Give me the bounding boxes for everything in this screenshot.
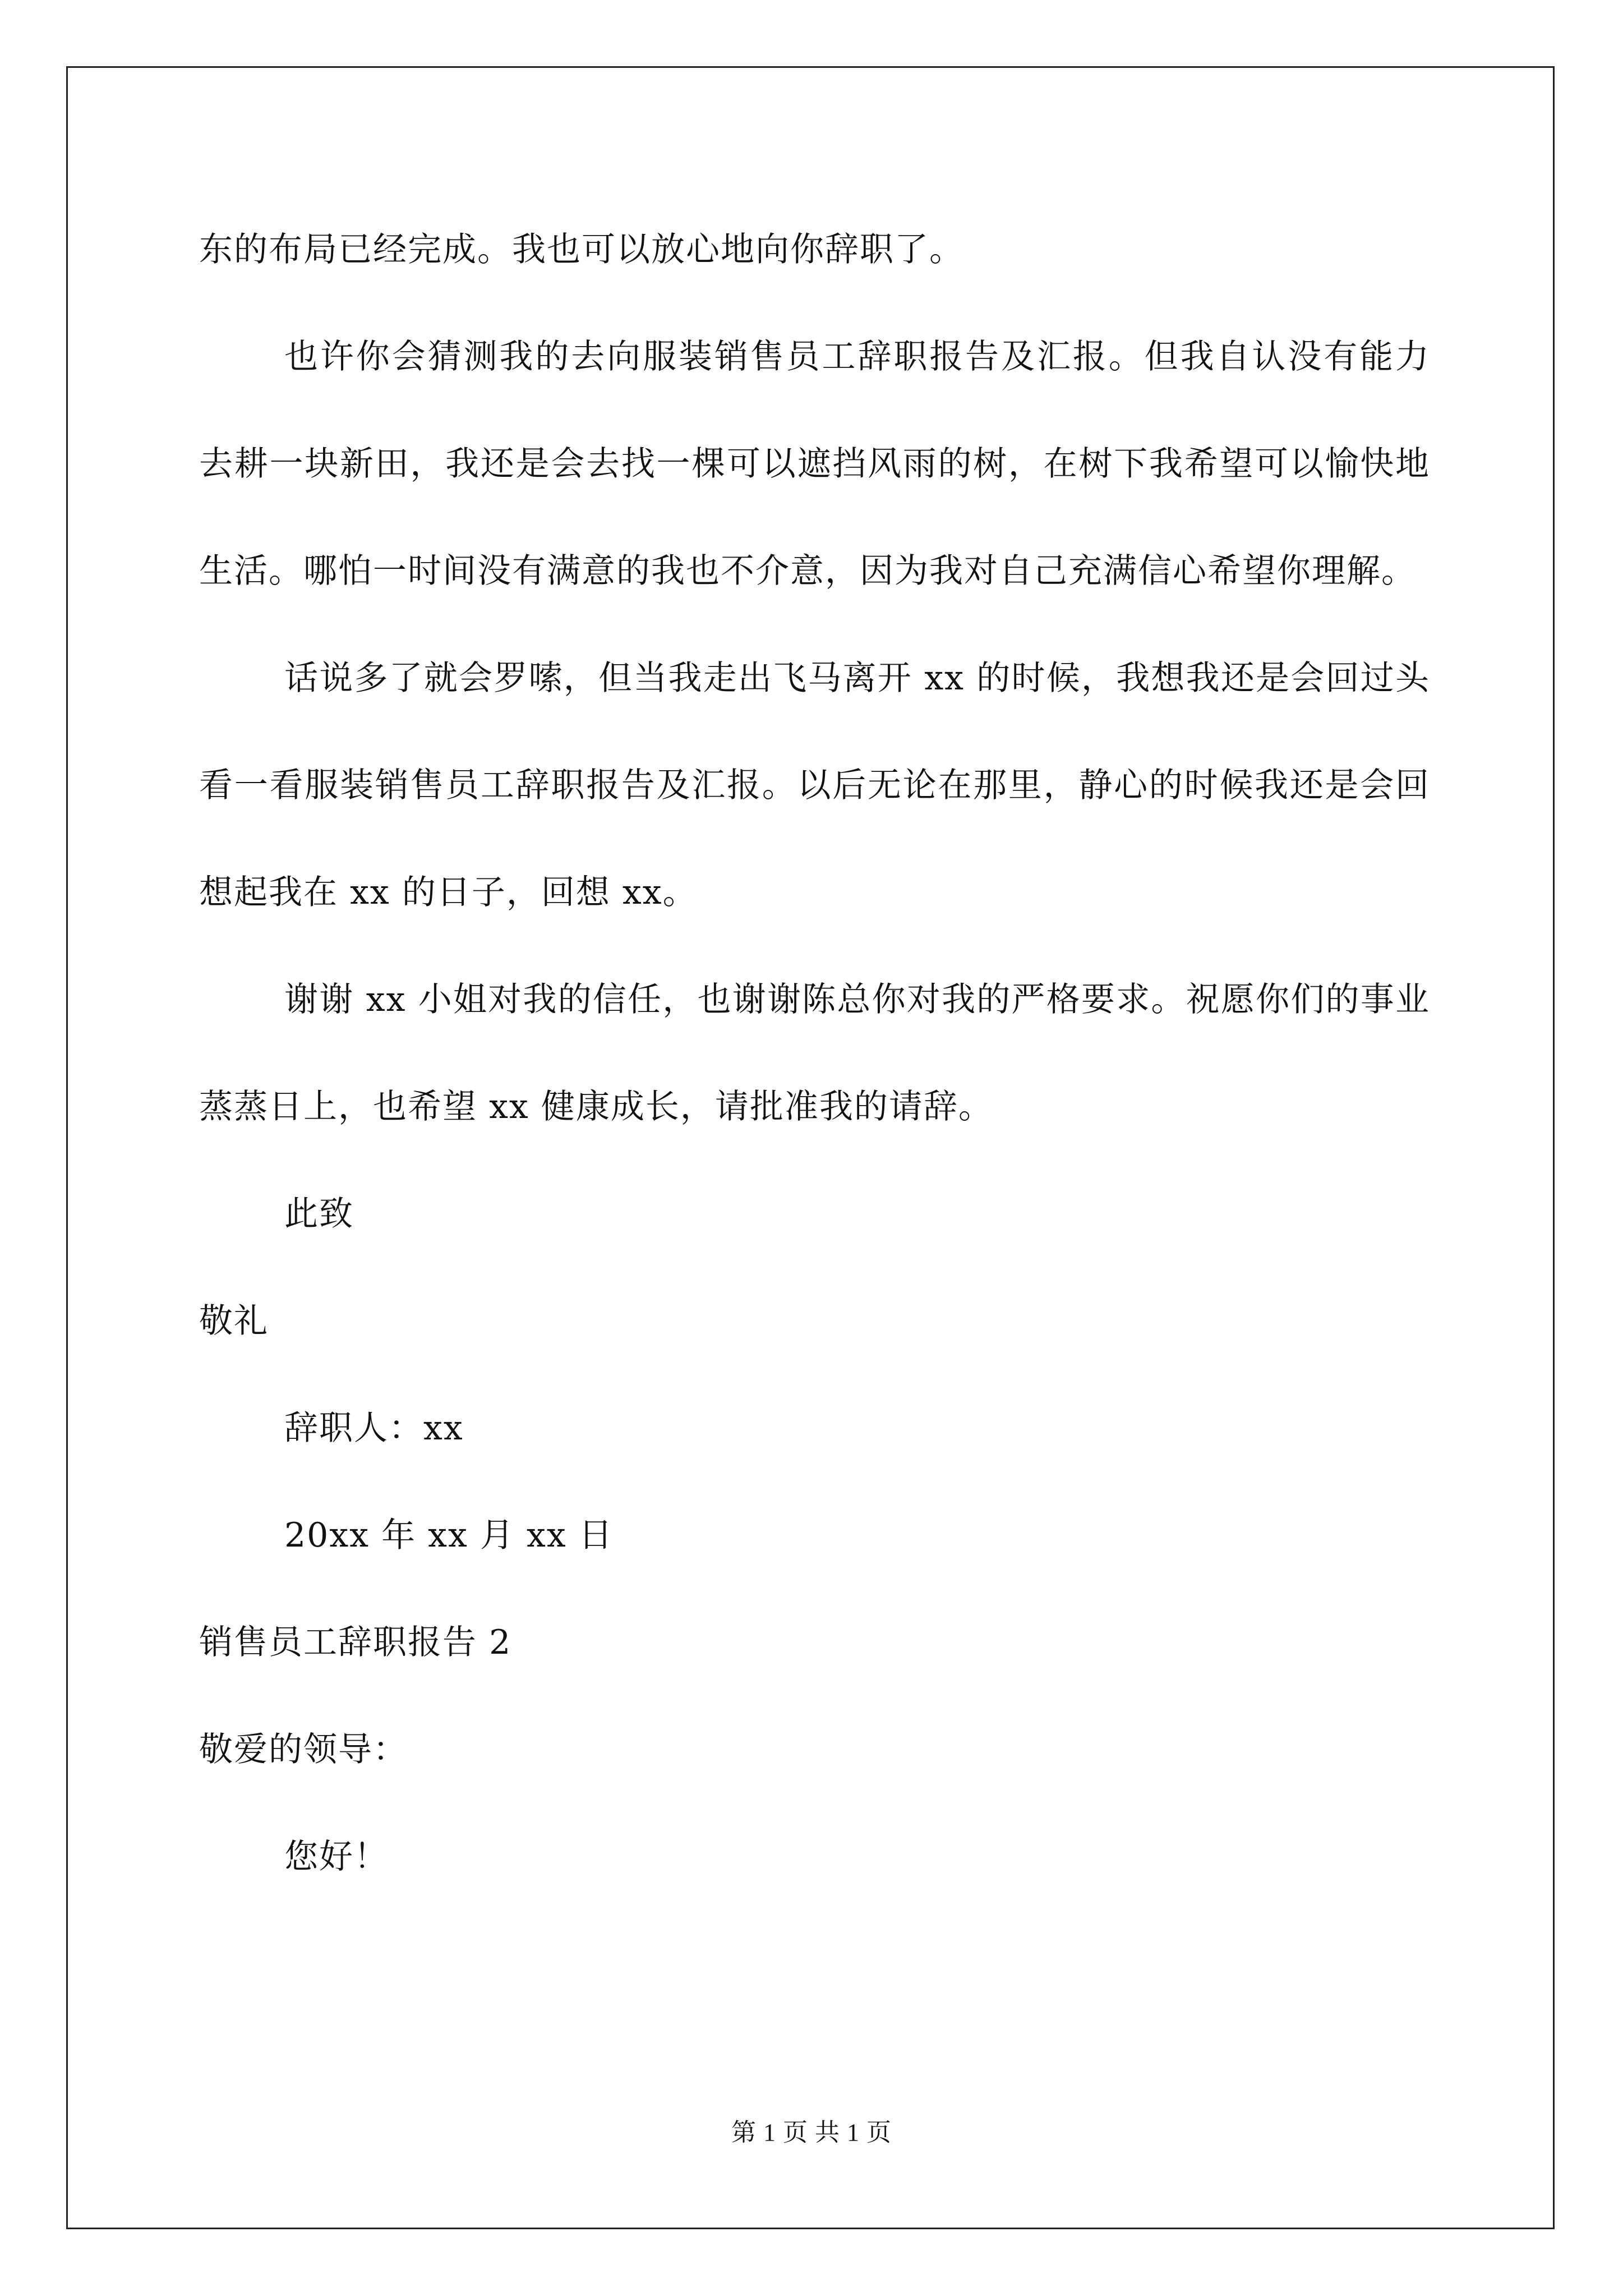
date-line: 20xx 年 xx 月 xx 日	[284, 1516, 614, 1555]
letter-opening: 您好！	[284, 1837, 389, 1876]
section-heading: 销售员工辞职报告 2	[199, 1623, 512, 1662]
paragraph-continuation: 东的布局已经完成。我也可以放心地向你辞职了。	[199, 230, 964, 269]
document-body	[199, 196, 1430, 1911]
paragraph-thanks: 谢谢 xx 小姐对我的信任，也谢谢陈总你对我的严格要求。祝愿你们的事业蒸蒸日上，也希望 xx 健康成长，请批准我的请辞。	[199, 980, 1430, 1126]
letter-greeting: 敬爱的领导：	[199, 1730, 408, 1769]
closing-regards: 敬礼	[199, 1301, 269, 1341]
closing-salutation: 此致	[284, 1194, 354, 1234]
paragraph-destination: 也许你会猜测我的去向服装销售员工辞职报告及汇报。但我自认没有能力去耕一块新田，我还是会去找一棵可以遮挡风雨的树，在树下我希望可以愉快地生活。哪怕一时间没有满意的我也不介意，因为我对自己充满信心希望你理解。	[199, 337, 1430, 591]
page-number-footer: 第 1 页 共 1 页	[731, 2119, 892, 2146]
paragraph-farewell: 话说多了就会罗嗦，但当我走出飞马离开 xx 的时候，我想我还是会回过头看一看服装销售员工辞职报告及汇报。以后无论在那里，静心的时候我还是会回想起我在 xx 的日子，回想 xx。	[199, 659, 1430, 912]
signature-line: 辞职人：xx	[284, 1409, 464, 1448]
